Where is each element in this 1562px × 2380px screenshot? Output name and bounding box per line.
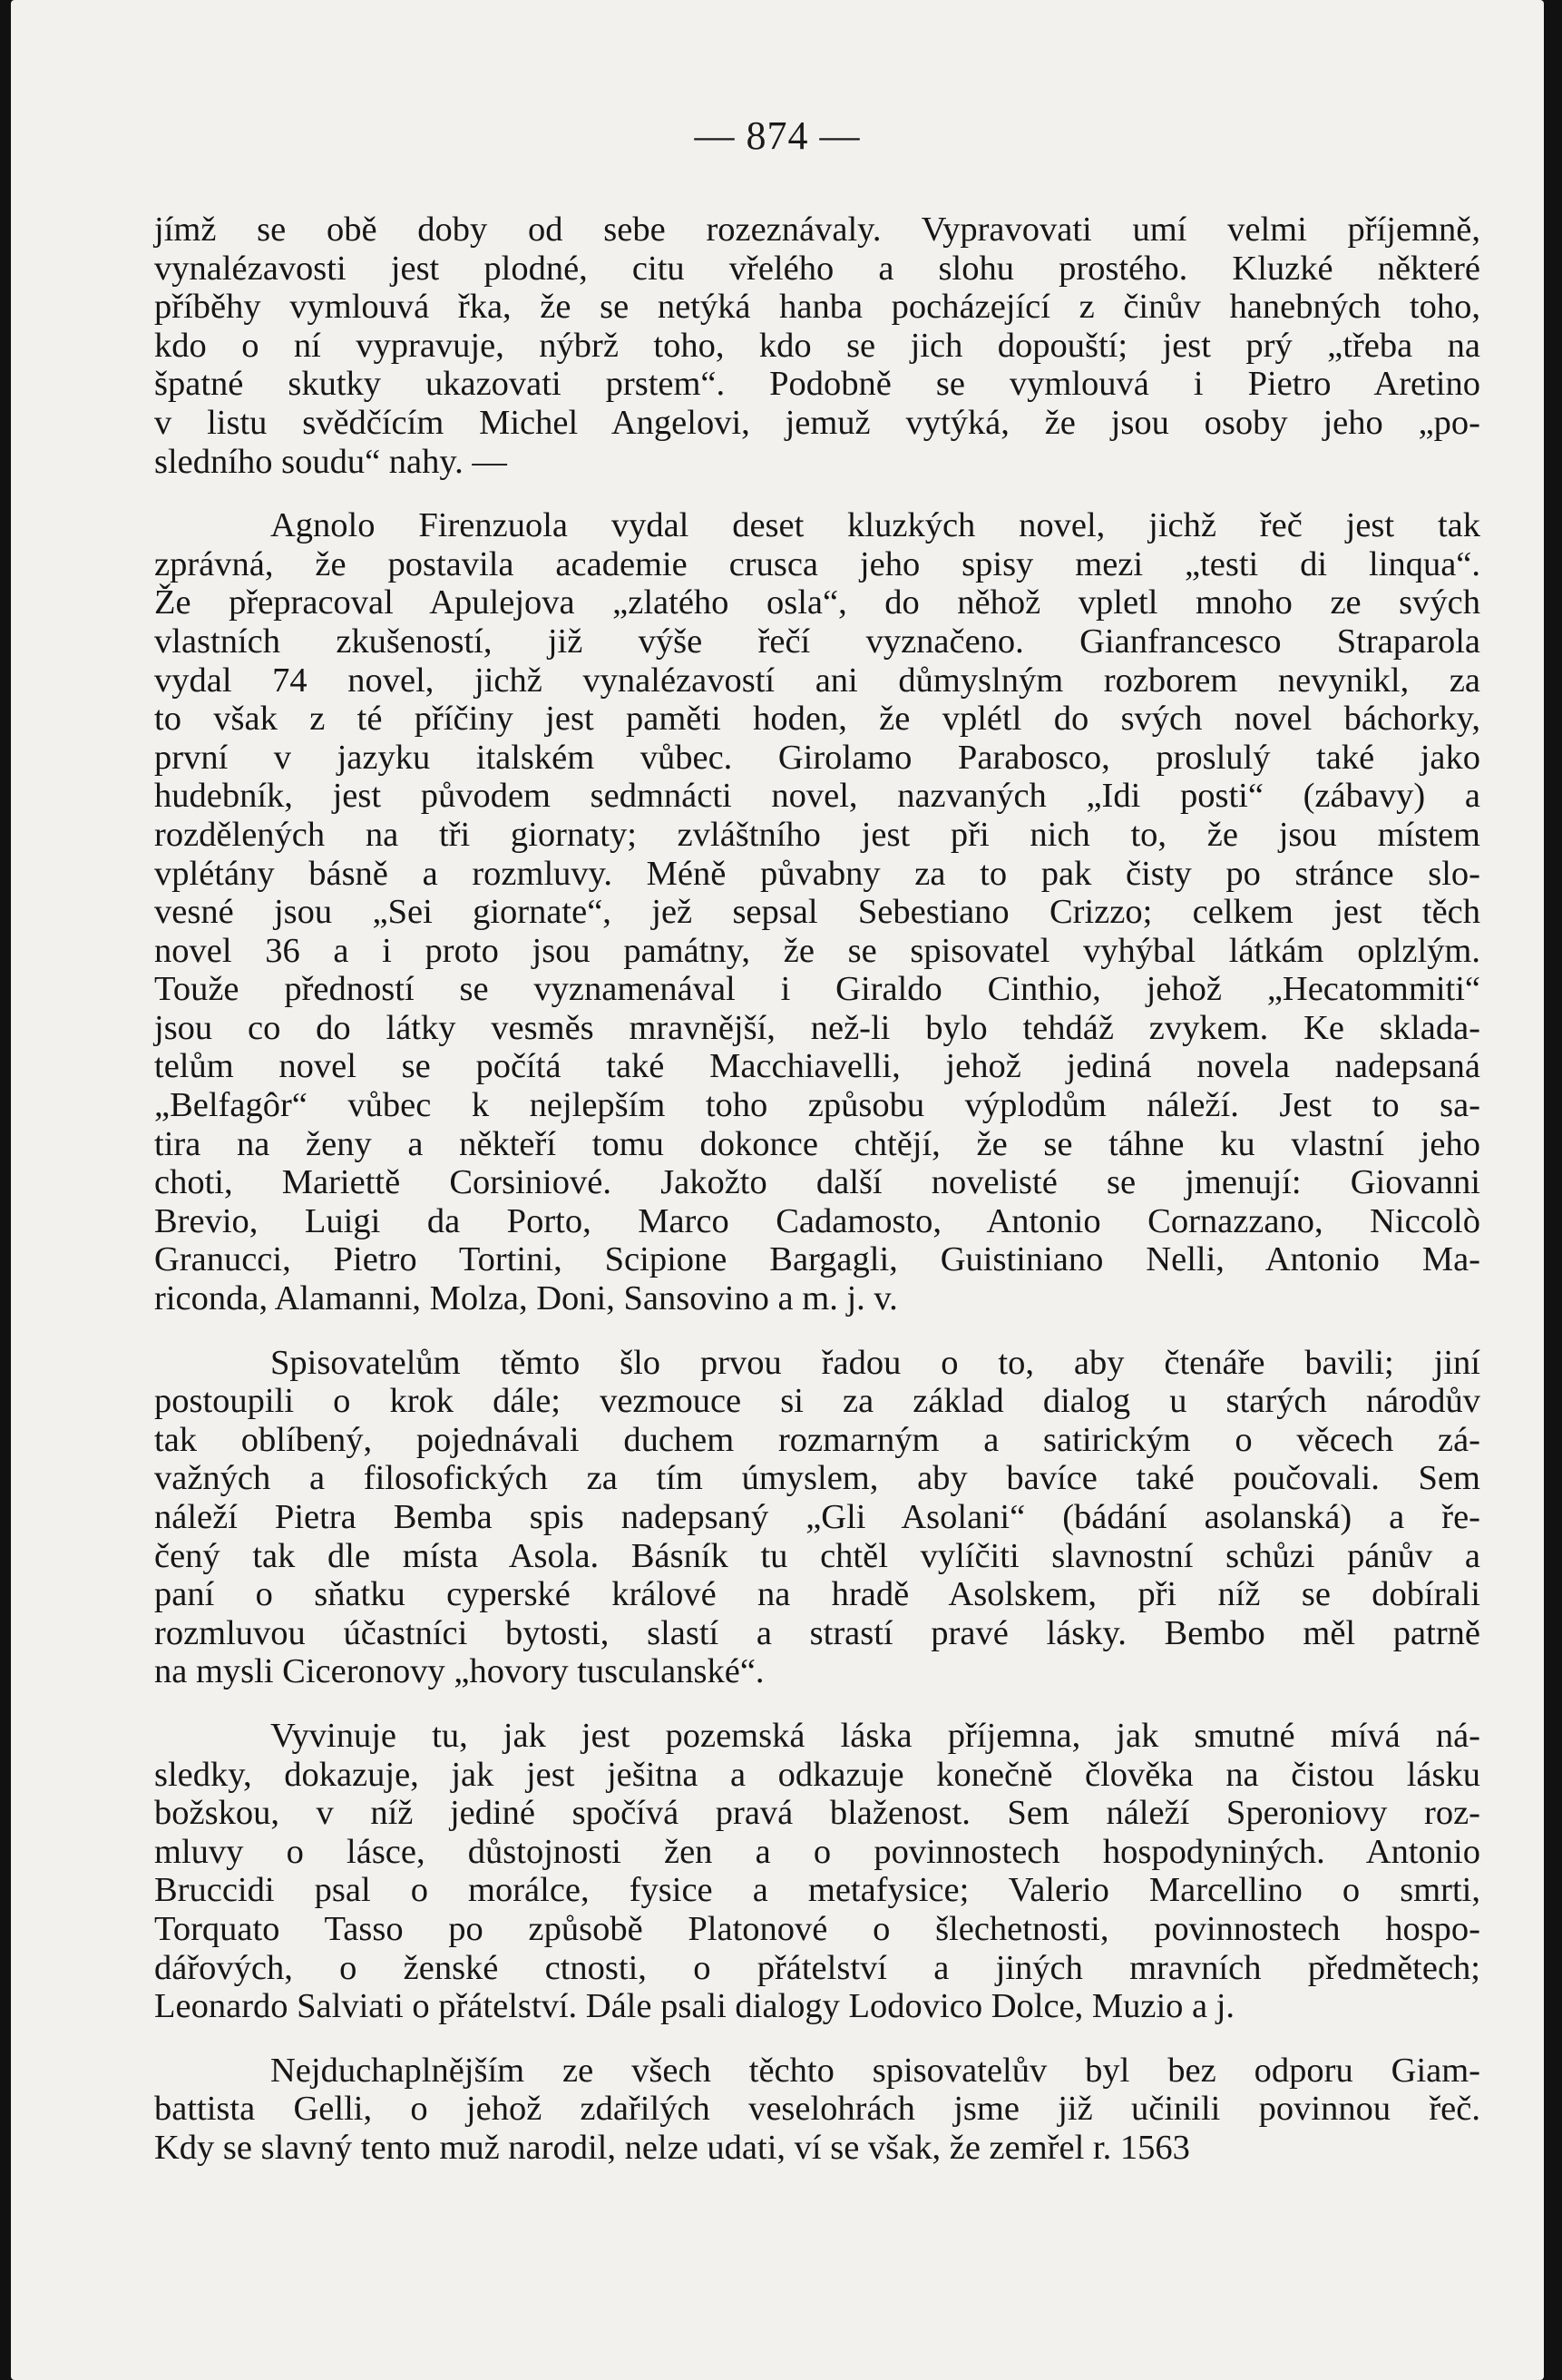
text-line: dářových, o ženské ctnosti, o přátelství a jiných mravních předmětech; [154,1948,1480,1987]
paragraph [154,1344,1480,1691]
text-line: rozmluvou účastníci bytosti, slastí a strastí pravé lásky. Bembo měl patrně [154,1613,1480,1652]
text-line: tira na ženy a někteří tomu dokonce chtějí, že se táhne ku vlastní jeho [154,1124,1480,1163]
text-line: jsou co do látky vesměs mravnější, než-li bylo tehdáž zvykem. Ke sklada- [154,1008,1480,1047]
page-body [154,211,1480,2168]
book-page [11,0,1544,2380]
text-line: Vyvinuje tu, jak jest pozemská láska příjemna, jak smutné mívá ná- [270,1716,1480,1755]
text-line: Touže předností se vyznamenával i Giraldo Cinthio, jehož „Hecatommiti“ [154,970,1480,1009]
text-line: vlastních zkušeností, již výše řečí vyznačeno. Gianfrancesco Straparola [154,622,1480,661]
text-line: Že přepracoval Apulejova „zlatého osla“, do něhož vpletl mnoho ze svých [154,583,1480,622]
text-line: první v jazyku italském vůbec. Girolamo Parabosco, proslulý také jako [154,738,1480,777]
text-line: „Belfagôr“ vůbec k nejlepším toho způsobu výplodům náleží. Jest to sa- [154,1086,1480,1125]
paragraph [154,1717,1480,2026]
text-line: paní o sňatku cyperské králové na hradě Asolskem, při níž se dobírali [154,1575,1480,1614]
text-line: hudebník, jest původem sedmnácti novel, nazvaných „Idi posti“ (zábavy) a [154,777,1480,816]
text-line: špatné skutky ukazovati prstem“. Podobně se vymlouvá i Pietro Aretino [154,365,1480,404]
text-line: Granucci, Pietro Tortini, Scipione Bargagli, Guistiniano Nelli, Antonio Ma- [154,1240,1480,1279]
text-line: náleží Pietra Bemba spis nadepsaný „Gli Asolani“ (bádání asolanská) a ře- [154,1498,1480,1536]
text-line: postoupili o krok dále; vezmouce si za základ dialog u starých národův [154,1382,1480,1421]
text-line: sledky, dokazuje, jak jest ješitna a odkazuje konečně člověka na čistou lásku [154,1755,1480,1794]
text-line: kdo o ní vypravuje, nýbrž toho, kdo se jich dopouští; jest prý „třeba na [154,326,1480,365]
text-line: telům novel se počítá také Macchiavelli, jehož jediná novela nadepsaná [154,1047,1480,1086]
text-line: v listu svědčícím Michel Angelovi, jemuž vytýká, že jsou osoby jeho „po- [154,403,1480,442]
text-line: vplétány básně a rozmluvy. Méně půvabny za to pak čisty po stránce slo- [154,854,1480,893]
paragraph [154,506,1480,1317]
text-line: jímž se obě doby od sebe rozeznávaly. Vypravovati umí velmi příjemně, [154,211,1480,249]
text-line: rozdělených na tři giornaty; zvláštního jest při nich to, že jsou místem [154,815,1480,854]
text-line: vydal 74 novel, jichž vynalézavostí ani důmyslným rozborem nevynikl, za [154,661,1480,700]
text-line: battista Gelli, o jehož zdařilých veselohrách jsme již učinili povinnou řeč. [154,2090,1480,2129]
text-line: božskou, v níž jediné spočívá pravá blaženost. Sem náleží Speroniovy roz- [154,1794,1480,1833]
text-line: riconda, Alamanni, Molza, Doni, Sansovino a m. j. v. [154,1279,898,1318]
paragraph [154,211,1480,481]
page-number: — 874 — [694,113,861,158]
text-line: choti, Mariettě Corsiniové. Jakožto další novelisté se jmenují: Giovanni [154,1163,1480,1202]
text-line: Agnolo Firenzuola vydal deset kluzkých novel, jichž řeč jest tak [270,506,1480,545]
text-line: čený tak dle místa Asola. Básník tu chtěl vylíčiti slavnostní schůzi pánův a [154,1536,1480,1575]
text-line: Nejduchaplnějším ze všech těchto spisovatelův byl bez odporu Giam- [270,2051,1480,2090]
paragraph [154,2052,1480,2168]
text-line: Spisovatelům těmto šlo prvou řadou o to, aby čtenáře bavili; jiní [270,1343,1480,1382]
text-line: Bruccidi psal o morálce, fysice a metafysice; Valerio Marcellino o smrti, [154,1871,1480,1910]
text-line: Kdy se slavný tento muž narodil, nelze udati, ví se však, že zemřel r. 1563 [154,2128,1190,2167]
text-line: příběhy vymlouvá řka, že se netýká hanba pocházející z činův hanebných toho, [154,288,1480,327]
text-line: Torquato Tasso po způsobě Platonové o šlechetnosti, povinnostech hospo- [154,1909,1480,1948]
text-line: novel 36 a i proto jsou památny, že se spisovatel vyhýbal látkám oplzlým. [154,931,1480,970]
text-line: vynalézavosti jest plodné, citu vřelého a slohu prostého. Kluzké některé [154,249,1480,288]
text-line: važných a filosofických za tím úmyslem, aby bavíce také poučovali. Sem [154,1459,1480,1498]
text-line: Leonardo Salviati o přátelství. Dále psali dialogy Lodovico Dolce, Muzio a j. [154,1987,1235,2026]
text-line: mluvy o lásce, důstojnosti žen a o povinnostech hospodyniných. Antonio [154,1832,1480,1871]
text-line: tak oblíbený, pojednávali duchem rozmarným a satirickým o věcech zá- [154,1420,1480,1459]
text-line: sledního soudu“ nahy. — [154,442,507,481]
text-line: vesné jsou „Sei giornate“, jež sepsal Sebestiano Crizzo; celkem jest těch [154,893,1480,932]
text-line: na mysli Ciceronovy „hovory tusculanské“. [154,1652,765,1691]
text-line: zprávná, že postavila academie crusca jeho spisy mezi „testi di linqua“. [154,544,1480,583]
text-line: to však z té příčiny jest paměti hoden, že vplétl do svých novel báchorky, [154,700,1480,739]
text-line: Brevio, Luigi da Porto, Marco Cadamosto, Antonio Cornazzano, Niccolò [154,1201,1480,1240]
